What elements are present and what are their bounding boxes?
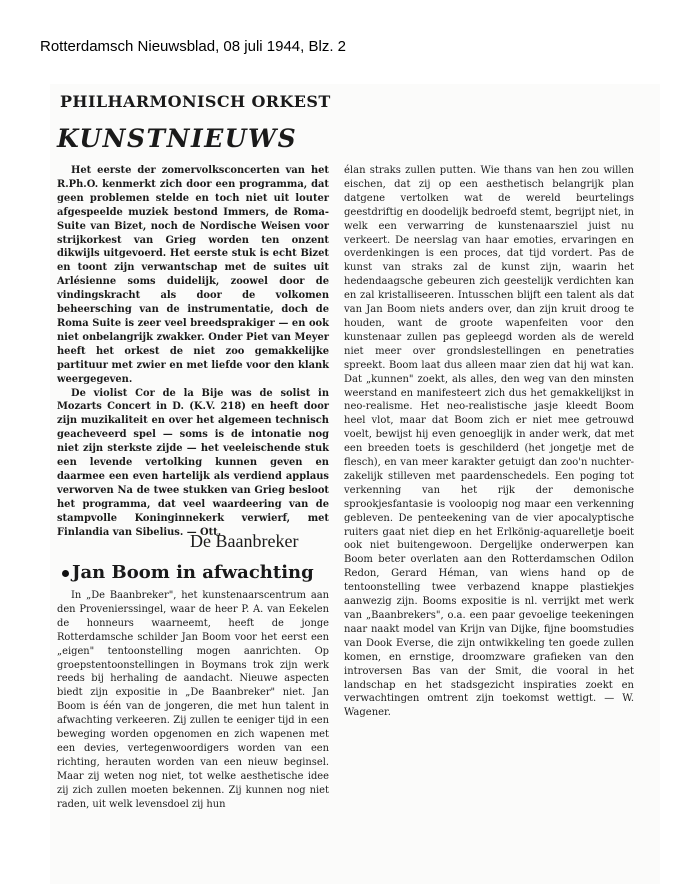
article-headline bbox=[62, 562, 314, 583]
exhibition-review-column-left bbox=[57, 589, 329, 812]
concert-review-paragraph: Het eerste der zomervolksconcerten van het R.Ph.O. kenmerkt zich door een programma, dat geen problemen stelde en toch niet uit louter afgespeelde muziek bestond Immers, de Roma-Suite van Bizet, noch de Nordische Weisen voor strijkorkest van Grieg worden ten onzent dikwijls uitgevoerd. Het eerste stuk is echt Bizet en toont zijn verwantschap met de suites uit Arlésienne soms duidelijk, zoowel door de vindingskracht als door de volkomen beheersching van de instrumentatie, doch de Roma Suite is zeer veel breedsprakiger — en ook niet onbelangrijk zwakker. Onder Piet van Meyer heeft het orkest de niet zoo gemakkelijke partituur met zwier en met liefde voor den klank weergegeven. bbox=[57, 165, 329, 385]
concert-review-paragraph: De violist Cor de la Bije was de solist in Mozarts Concert in D. (K.V. 218) en heeft door zijn muzikaliteit en over het algemeen technisch geacheveerd spel — soms is de intonatie nog niet zijn sterkste zijde — het veeleischende stuk een levende vertolking kunnen geven en daarmee een even hartelijk als verdiend applaus verworven Na de twee stukken van Grieg besloot het programma, dat veel waardeering van de stampvolle Koninginnekerk verwierf, met Finlandia van Sibelius. — Ott. bbox=[57, 387, 329, 538]
rubric-heading: PHILHARMONISCH ORKEST bbox=[60, 92, 331, 111]
exhibition-review-paragraph: In „De Baanbreker", het kunstenaarscentrum aan den Provenierssingel, waar de heer P. A. van Eekelen de honneurs waarneemt, heeft de jonge Rotterdamsche schilder Jan Boom voor het eerst een „eigen" tentoonstelling mogen aanrichten. Op groepstentoonstellingen in Boymans trok zijn werk reeds bij herhaling de aandacht. Nieuwe aspecten biedt zijn expositie in „De Baanbreker" niet. Jan Boom is één van de jongeren, die met hun talent in afwachting verkeeren. Zij zullen te eeniger tijd in een beweging worden opgenomen en zich wapenen met een devies, vertegenwoordigers worden van een richting, herauten worden van een nieuw beginsel. Maar zij weten nog niet, tot welke aesthetische idee zij zich zullen moeten bekennen. Zij kunnen nog niet raden, uit welk levensdoel zij hun bbox=[57, 590, 329, 810]
exhibition-review-column-right bbox=[344, 164, 634, 720]
bullet-dot-icon bbox=[62, 570, 69, 577]
page-title: KUNSTNIEUWS bbox=[57, 124, 298, 153]
source-citation: Rotterdamsch Nieuwsblad, 08 juli 1944, Blz. 2 bbox=[40, 38, 346, 55]
section-label: De Baanbreker bbox=[190, 531, 299, 551]
concert-review-column bbox=[57, 164, 329, 539]
article-headline-text: Jan Boom in afwachting bbox=[72, 562, 314, 583]
exhibition-review-paragraph: élan straks zullen putten. Wie thans van hen zou willen eischen, dat zij op een aesthetisch belangrijk plan datgene vertolken wat de wereld beurtelings geestdriftig en doodelijk bedroefd stemt, begrijpt niet, in welk een verwarring de kunstenaarsziel juist nu verkeert. De neerslag van haar emoties, ervaringen en overdenkingen is een proces, dat tijd vordert. Pas de kunst van straks zal de kunst zijn, waarin het hedendaagsche gebeuren zich geestelijk verdichten kan en zal kristalliseeren. Intusschen blijft een talent als dat van Jan Boom niets anders over, dan zijn kruit droog te houden, want de groote wapenfeiten voor den kunstenaar zullen pas gepleegd worden als de wereld niet meer over grondslestellingen en penetraties spreekt. Boom laat dus alleen maar zien dat hij wat kan. Dat „kunnen" zoekt, als alles, den weg van den minsten weerstand en manifesteert zich dus het gemakkelijkst in neo-realisme. Het neo-realistische jasje kleedt Boom heel vlot, maar dat Boom zich er niet mee getrouwd voelt, bewijst hij even genoeglijk in ander werk, dat met een breeden toets is geschilderd (het jongetje met de flesch), en van meer karakter getuigt dan zoo'n nuchter-zakelijk stilleven met paardenschedels. Een poging tot verkenning van het rijk der demonische sprookjesfantasie is vooloopig nog maar een verkenning gebleven. De penteekening van de vier apocalyptische ruiters gaat niet diep en het Erlkönig-aquarelletje boeit ook niet buitengewoon. Dergelijke onderwerpen kan Boom beter overlaten aan den Rotterdamschen Odilon Redon, Gerard Héman, van wiens hand op de tentoonstelling twee verbazend knappe plastiekjes aanwezig zijn. Booms expositie is nl. verrijkt met werk van „Baanbrekers", o.a. een paar gevoelige teekeningen naar naakt model van Krijn van Dijke, fijne boomstudies van Dook Everse, die zijn ontwikkeling ten goede zullen komen, en ernstige, droomzware grafieken van den introversen Bas van der Smit, die vooral in het landschap en het stadsgezicht inspiraties zoekt en verwachtingen omtrent zijn toekomst wettigt. — W. Wagener. bbox=[344, 165, 634, 719]
